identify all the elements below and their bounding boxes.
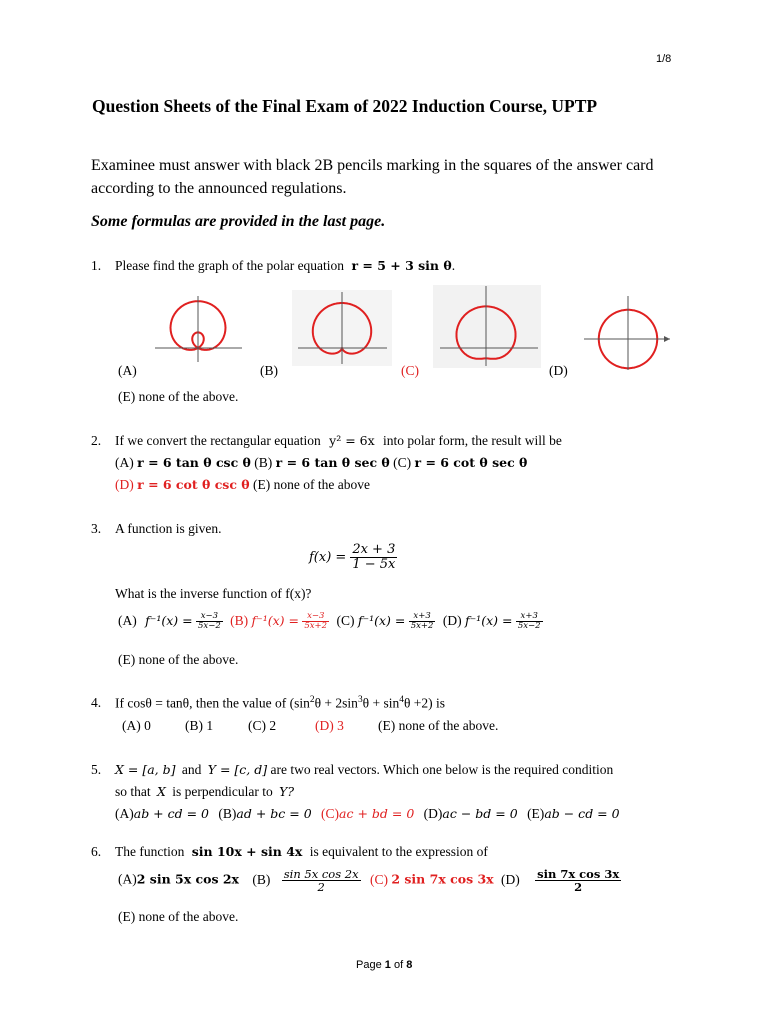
denominator: 5x+2 [410,620,434,631]
options-row-2 [115,477,370,493]
numerator: x−3 [196,612,223,622]
question-text-main: Please find the graph of the polar equation [115,258,345,273]
question-text: A function is given. [115,521,222,536]
option-b-fraction [282,868,361,893]
option-e [527,806,620,821]
page-title: Question Sheets of the Final Exam of 2022 Induction Course, UPTP [92,96,598,116]
option-a [118,611,226,631]
option-label: (E) [527,806,545,821]
option-c [321,806,414,821]
question-number: 1. [91,258,102,273]
option-b-label: (B) [260,363,278,378]
options-row-1 [115,455,527,471]
exponent-2: 3 [357,695,363,705]
text-b: θ + 2sin [314,695,358,711]
instructions-line-2: according to the announced regulations. [91,180,347,197]
option-label: (C) [321,806,340,821]
question-text [115,844,488,860]
and: and [181,762,202,777]
option-c: (C) 2 [248,718,277,733]
option-e: (E) none of the above. [118,652,239,667]
text-a: The function [115,844,185,859]
option-a-expr: 2 sin 5x cos 2x [136,871,240,887]
question-text [115,258,455,274]
question-prompt: What is the inverse function of f(x)? [115,586,312,601]
exponent-3: 4 [399,695,404,705]
option-d-eq: r = 6 cot θ csc θ [137,477,250,492]
question-text-2 [115,784,294,800]
denominator: 2 [317,880,325,895]
option-d-label: (D) [549,363,568,378]
option-a-label: (A) [115,455,134,470]
numerator: sin 5x cos 2x [283,867,359,881]
question-number: 5. [91,762,102,777]
text-a: are two real vectors. Which one below is the required condition [270,762,614,777]
option-d-label: (D) [500,871,520,887]
option-label: (D) [423,806,443,821]
period: . [451,258,456,273]
function-fraction [350,543,397,571]
graph-c [433,285,541,368]
option-a-lhs: f⁻¹(x) = [145,612,193,628]
option-d [442,611,543,631]
option-c-expr: 2 sin 7x cos 3x [391,871,494,887]
numerator: x+3 [516,612,543,622]
text-c: θ + sin [362,695,400,711]
polar-graph-options [140,282,685,372]
question-number: 4. [91,695,102,710]
option-d-label: (D) [442,612,462,628]
option-eq: ac − bd = 0 [442,806,518,821]
axis-arrow [664,336,670,342]
question-number: 2. [91,433,102,448]
footer-page-word: Page [356,959,382,971]
options-row [115,806,620,822]
option-a-eq: r = 6 tan θ csc θ [137,455,251,470]
exponent-1: 2 [309,695,315,705]
option-eq: ab + cd = 0 [133,806,210,821]
option-d-fraction [535,868,621,893]
text-b: so that [115,784,151,799]
vector-y: Y = [c, d] [207,762,268,777]
option-c [336,611,438,631]
option-b-label: (B) [254,455,273,470]
text-c: is perpendicular to [172,784,273,799]
numerator: x−3 [302,612,329,622]
option-e: (E) none of the above [253,477,370,492]
symbol-y: Y? [279,784,295,799]
question-text-a: If we convert the rectangular equation [115,433,321,448]
option-a [115,806,209,821]
symbol-x: X [157,784,166,799]
formula-note: Some formulas are provided in the last page. [91,213,386,230]
option-eq: ab − cd = 0 [544,806,620,821]
graph-a [155,296,242,362]
footer-total: 8 [406,959,413,971]
option-c-label: (C) [336,612,355,628]
denominator: 5x+2 [304,620,328,631]
page-footer [356,959,412,971]
denominator: 2 [574,880,583,895]
option-c-lhs: f⁻¹(x) = [357,612,406,628]
option-eq: ad + bc = 0 [236,806,312,821]
denominator: 1 − 5x [352,556,396,572]
option-a-fraction [196,612,223,631]
text-a: If cosθ = tanθ, then the value of (sin [115,695,310,711]
denominator: 5x−2 [517,620,541,631]
function-definition [309,543,397,571]
numerator: sin 7x cos 3x [537,867,620,881]
option-a: (A) 0 [122,718,151,733]
option-label: (A) [115,806,134,821]
option-e: (E) none of the above. [378,718,499,733]
option-d [424,806,518,821]
option-label: (B) [218,806,237,821]
question-text [115,433,562,449]
option-e: (E) none of the above. [118,389,239,404]
graph-b [292,290,392,366]
option-a-label: (A) [118,612,137,628]
option-d: (D) 3 [315,718,344,733]
function-lhs: f(x) = [309,549,347,565]
option-b-label: (B) [252,871,271,887]
question-number: 3. [91,521,102,536]
options-row [118,612,543,631]
option-b-fraction [302,612,329,631]
options-row [118,868,621,893]
text-d: θ +2) is [403,695,446,711]
question-number: 6. [91,844,102,859]
option-d-label: (D) [115,477,134,492]
option-c-label: (C) [401,363,419,378]
option-c-eq: r = 6 cot θ sec θ [414,455,528,470]
option-b-label: (B) [230,612,249,628]
numerator: x+3 [409,612,436,622]
option-d-lhs: f⁻¹(x) = [464,612,513,628]
question-text [115,695,445,712]
option-c-label: (C) [369,871,388,887]
instructions-line-1: Examinee must answer with black 2B pencils marking in the squares of the answer card [91,157,654,174]
option-c-label: (C) [393,455,412,470]
option-b: (B) 1 [185,718,214,733]
option-a-label: (A) [118,363,137,378]
option-a-label: (A) [118,871,137,887]
rect-equation: y² = 6x [329,433,375,448]
function-expression: sin 10x + sin 4x [191,844,303,859]
option-b [230,611,332,631]
option-eq: ac + bd = 0 [339,806,415,821]
footer-current: 1 [384,959,391,971]
footer-of: of [393,959,404,971]
option-b [218,806,311,821]
vector-x: X = [a, b] [115,762,176,777]
denominator: 5x−2 [198,620,221,631]
question-text-b: into polar form, the result will be [383,433,562,448]
option-b-eq: r = 6 tan θ sec θ [275,455,390,470]
option-b-lhs: f⁻¹(x) = [251,612,299,628]
question-text [115,762,613,778]
polar-equation: r = 5 + 3 sin θ [351,258,452,273]
option-d-fraction [516,612,543,631]
numerator: 2x + 3 [352,542,396,557]
option-e: (E) none of the above. [118,909,239,924]
text-b: is equivalent to the expression of [309,844,488,859]
option-c-fraction [409,612,436,631]
page-number: 1/8 [656,53,672,65]
graph-d [584,296,670,370]
